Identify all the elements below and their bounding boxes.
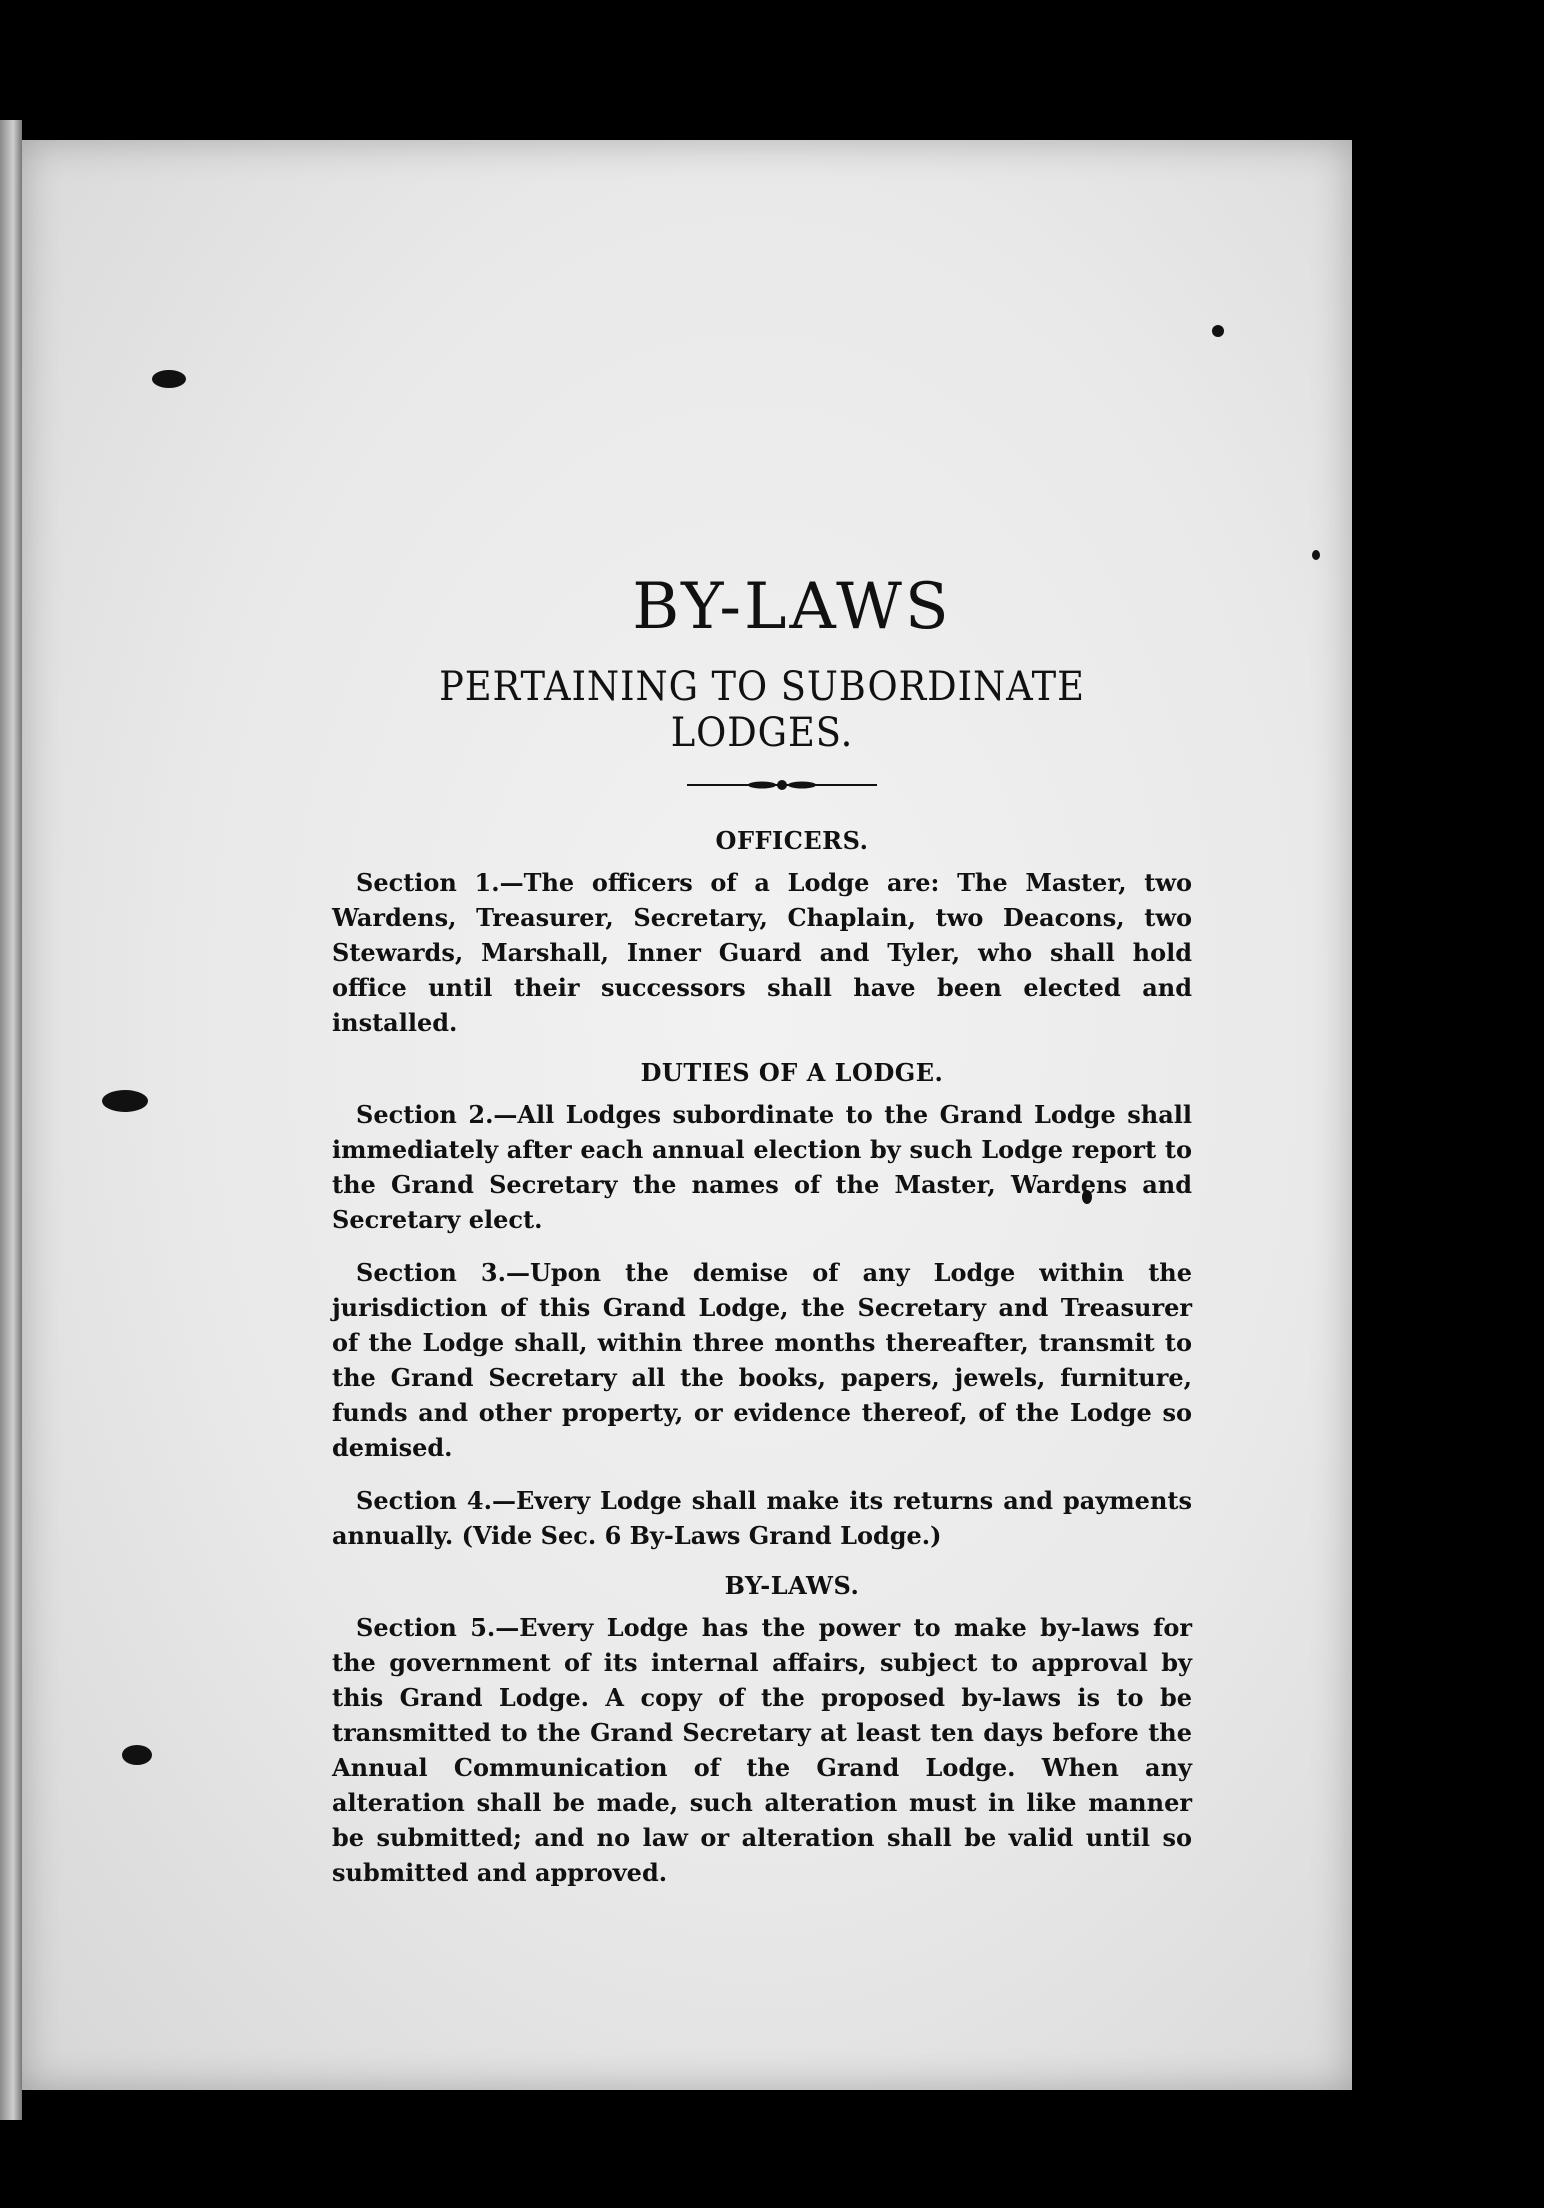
- facing-page-edge: [0, 120, 22, 2120]
- document-title: BY-LAWS: [632, 570, 952, 644]
- scan-speck: [102, 1090, 148, 1112]
- document-page: [22, 140, 1352, 2090]
- paragraph-section-2: Section 2.—All Lodges subordinate to the Grand Lodge shall immediately after each annual election by such Lodge report to the Grand Secretary the names of the Master, Wardens and Secretary elect.: [332, 1100, 1192, 1234]
- paragraph-section-5: Section 5.—Every Lodge has the power to make by-laws for the government of its internal affairs, subject to approval by this Grand Lodge. A copy of the proposed by-laws is to be transmitted to the Grand Secretary at least ten days before the Annual Communication of the Grand Lodge. When any alteration shall be made, such alteration must in like manner be submitted; and no law or alteration shall be valid until so submitted and approved.: [332, 1613, 1192, 1887]
- document-subtitle: PERTAINING TO SUBORDINATE LODGES.: [439, 664, 1085, 756]
- scan-speck: [122, 1745, 152, 1765]
- section-heading-officers: OFFICERS.: [715, 826, 869, 855]
- paragraph-section-3: Section 3.—Upon the demise of any Lodge within the jurisdiction of this Grand Lodge, the Secretary and Treasurer of the Lodge shall, within three months thereafter, transmit to the Grand Secretary all the books, papers, jewels, furniture, funds and other property, or evidence thereof, of the Lodge so demised.: [332, 1258, 1192, 1462]
- document-body: [332, 570, 1192, 1908]
- paragraph-section-1: Section 1.—The officers of a Lodge are: The Master, two Wardens, Treasurer, Secretary, Chaplain, two Deacons, two Stewards, Marshall, Inner Guard and Tyler, who shall hold office until their successors shall have been elected and installed.: [332, 868, 1192, 1037]
- paragraph-section-4: Section 4.—Every Lodge shall make its returns and payments annually. (Vide Sec. 6 By-Laws Grand Lodge.): [332, 1486, 1192, 1550]
- scan-speck: [152, 370, 186, 388]
- section-heading-duties: DUTIES OF A LODGE.: [640, 1058, 944, 1087]
- section-heading-by-laws: BY-LAWS.: [724, 1571, 860, 1600]
- scan-speck: [1312, 550, 1320, 560]
- scan-speck: [1212, 325, 1224, 337]
- ornament-divider-icon: [647, 778, 877, 792]
